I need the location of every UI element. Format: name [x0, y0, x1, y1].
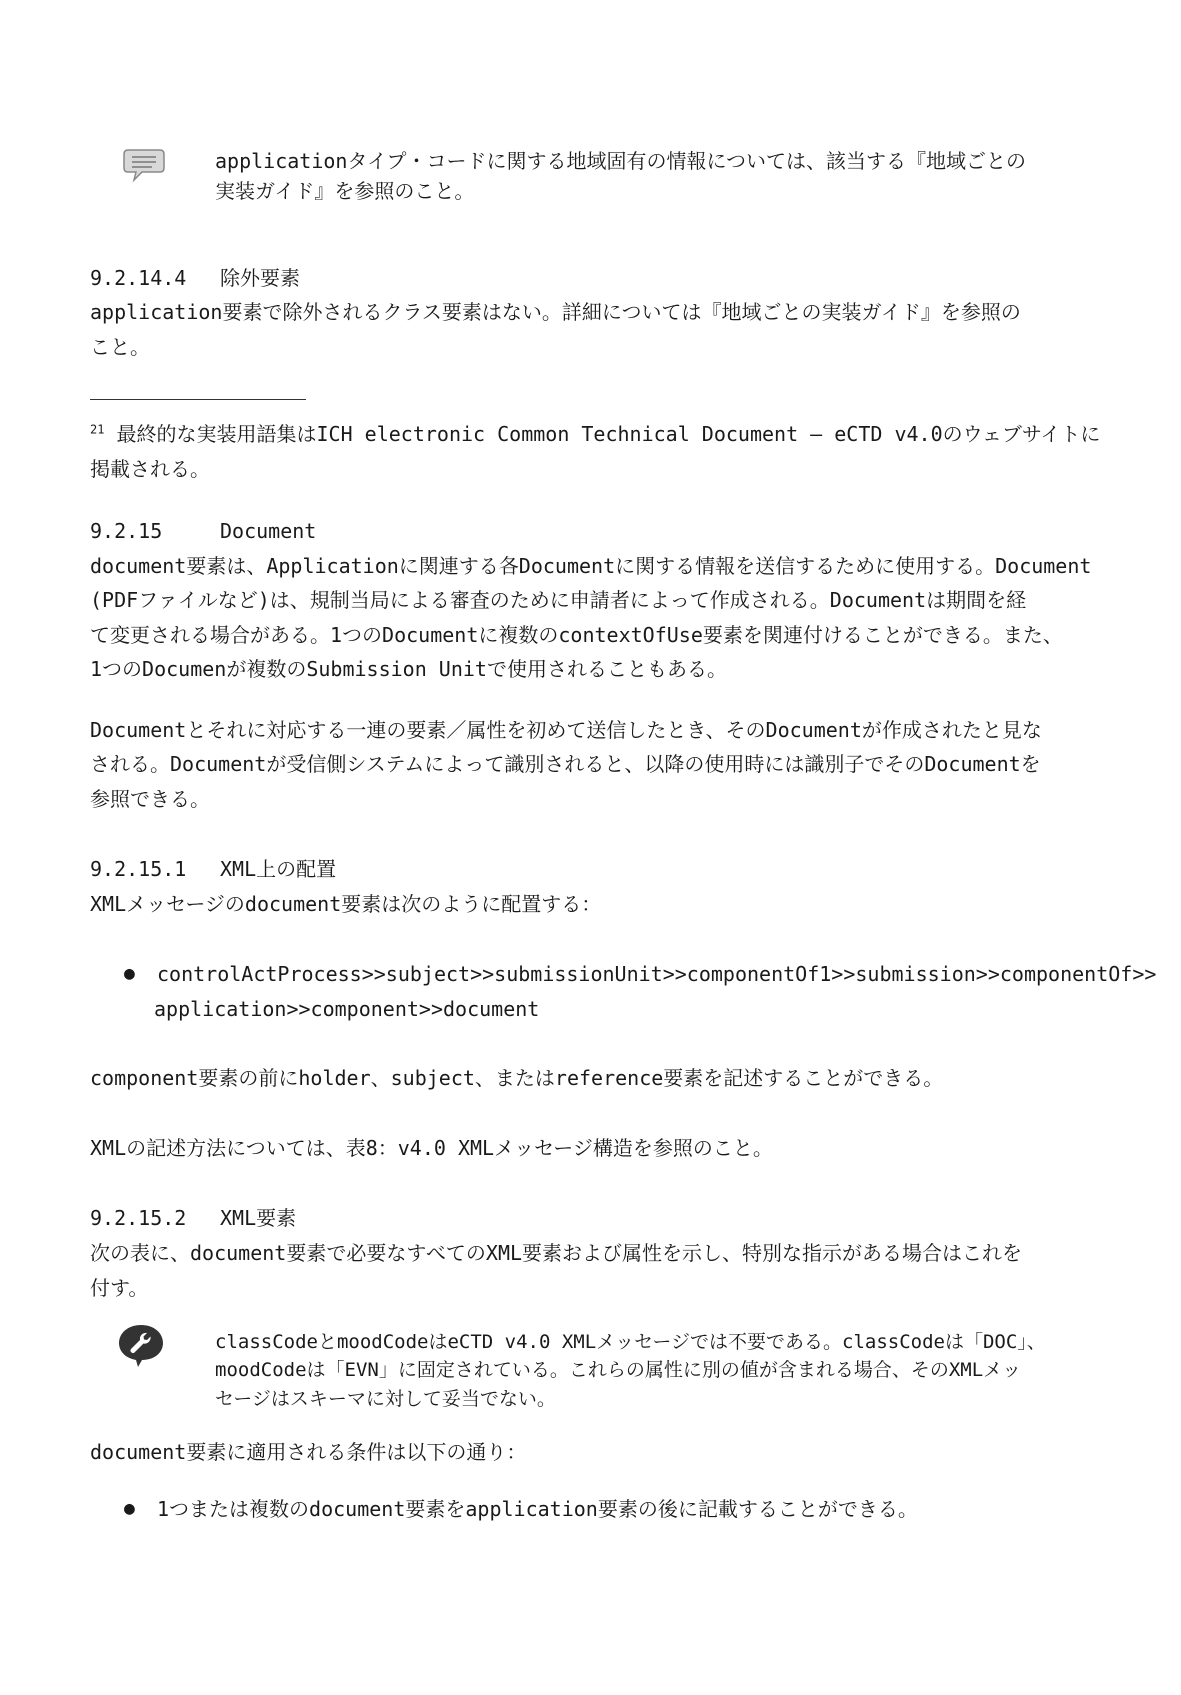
section-heading-9-2-14-4	[90, 266, 1090, 290]
paragraph-line: XMLメッセージのdocument要素は次のように配置する：	[90, 892, 602, 916]
section-number: 9.2.15.2	[90, 1206, 187, 1230]
paragraph-line: される。Documentが受信側システムによって識別されると、以降の使用時には識別子でそのDocumentを	[90, 752, 1041, 776]
note2-line-2: moodCodeは「EVN」に固定されている。これらの属性に別の値が含まれる場合、そのXMLメッ	[215, 1359, 1022, 1381]
paragraph-line: 次の表に、document要素で必要なすべてのXML要素および属性を示し、特別な指示がある場合はこれを	[90, 1241, 1023, 1265]
paragraph-line: て変更される場合がある。1つのDocumentに複数のcontextOfUse要素を関連付けることができる。また、	[90, 623, 1063, 647]
note2-line-3: セージはスキーマに対して妥当でない。	[215, 1388, 556, 1410]
note2-line-1: classCodeとmoodCodeはeCTD v4.0 XMLメッセージでは不要である。classCodeは「DOC」、	[215, 1331, 1046, 1353]
bullet-line-1: controlActProcess>>subject>>submissionUnit>>componentOf1>>submission>>componentOf>>	[157, 962, 1157, 986]
paragraph-line: (PDFファイルなど)は、規制当局による審査のために申請者によって作成される。Documentは期間を経	[90, 588, 1027, 612]
paragraph-line: document要素は、Applicationに関連する各Documentに関する情報を送信するために使用する。Document	[90, 554, 1092, 578]
bullet-dot: ●	[124, 963, 135, 984]
section-heading-9-2-15-1	[90, 857, 1090, 881]
paragraph-line: application要素で除外されるクラス要素はない。詳細については『地域ごとの実装ガイド』を参照の	[90, 300, 1021, 324]
bullet-dot: ●	[124, 1498, 135, 1519]
section-heading-9-2-15	[90, 519, 1090, 543]
paragraph-line: component要素の前にholder、subject、またはreference要素を記述することができる。	[90, 1066, 944, 1090]
paragraph-line: document要素に適用される条件は以下の通り：	[90, 1440, 527, 1464]
footnote-line-1	[90, 422, 1101, 446]
section-title: Document	[220, 519, 317, 543]
footnote-separator	[90, 399, 306, 400]
section-number: 9.2.15.1	[90, 857, 187, 881]
footnote-line-2: 掲載される。	[90, 457, 210, 481]
footnote-text: 最終的な実装用語集はICH electronic Common Technical Document – eCTD v4.0のウェブサイトに	[104, 422, 1101, 446]
section-number: 9.2.15	[90, 519, 163, 543]
section-title: XML上の配置	[220, 857, 337, 881]
paragraph-line: こと。	[90, 335, 150, 359]
note1-line-2: 実装ガイド』を参照のこと。	[215, 179, 475, 203]
section-title: XML要素	[220, 1206, 297, 1230]
paragraph-line: 1つのDocumenが複数のSubmission Unitで使用されることもある。	[90, 657, 727, 681]
bullet-line-2: application>>component>>document	[154, 997, 540, 1021]
section-title: 除外要素	[220, 266, 300, 290]
section-heading-9-2-15-2	[90, 1206, 1090, 1230]
footnote-mark: 21	[90, 422, 105, 437]
paragraph-line: XMLの記述方法については、表8：v4.0 XMLメッセージ構造を参照のこと。	[90, 1136, 773, 1160]
paragraph-line: Documentとそれに対応する一連の要素／属性を初めて送信したとき、そのDocumentが作成されたと見な	[90, 718, 1042, 742]
paragraph-line: 付す。	[90, 1276, 149, 1300]
section-number: 9.2.14.4	[90, 266, 187, 290]
bullet-line: 1つまたは複数のdocument要素をapplication要素の後に記載することができる。	[157, 1497, 918, 1521]
speech-bubble-icon	[122, 146, 166, 186]
note1-line-1: applicationタイプ・コードに関する地域固有の情報については、該当する『地域ごとの	[215, 149, 1027, 173]
wrench-icon	[116, 1322, 166, 1368]
paragraph-line: 参照できる。	[90, 787, 210, 811]
